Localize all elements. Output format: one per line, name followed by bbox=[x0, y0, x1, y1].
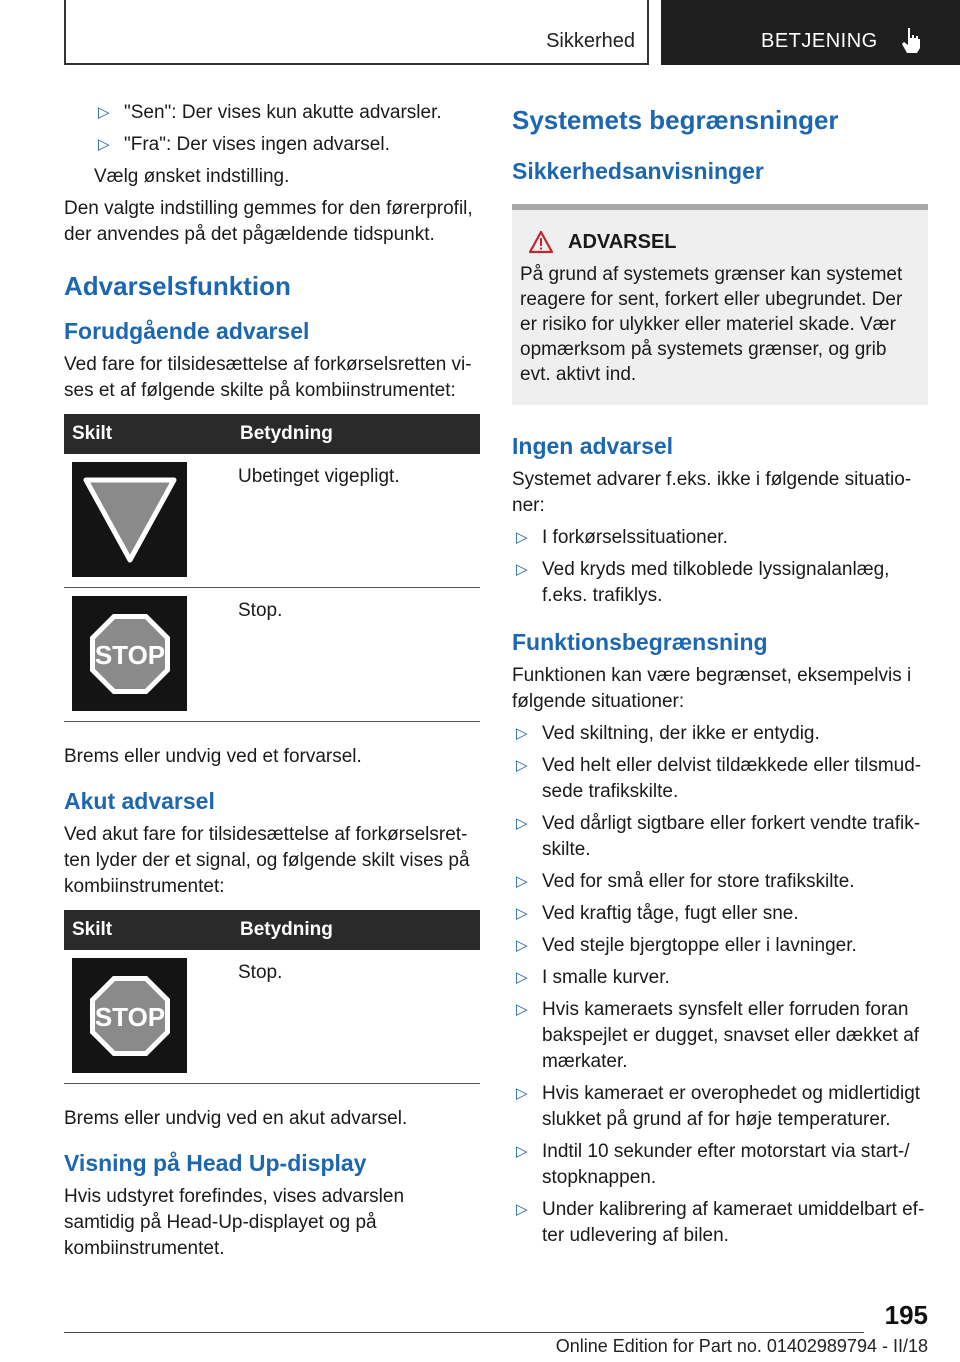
paragraph: Hvis udstyret forefindes, vises advarslen samtidig på Head-Up-displayet og på kombiinstrumentet. bbox=[64, 1186, 405, 1259]
paragraph: Ved fare for tilsidesættelse af forkørselsretten vi- ses et af følgende skilte på kombiinstrumentet: bbox=[64, 354, 472, 401]
list-item: ▷ I forkørselssituationer. bbox=[512, 525, 928, 551]
svg-text:STOP: STOP bbox=[94, 639, 165, 670]
list-item: ▷ Hvis kameraets synsfelt eller forruden foran bakspejlet er dugget, snavset eller dækket af mærkater. bbox=[516, 999, 920, 1072]
bullet-triangle-icon: ▷ bbox=[98, 136, 110, 153]
paragraph: Brems eller undvig ved et forvarsel. bbox=[64, 746, 362, 767]
yield-sign-icon bbox=[72, 462, 187, 577]
list-item: ▷ Ved dårligt sigtbare eller forkert vendte trafik- skilte. bbox=[516, 813, 921, 860]
list-item: ▷ "Sen": Der vises kun akutte advarsler. bbox=[94, 100, 480, 126]
table-row bbox=[64, 588, 480, 722]
warning-title: ADVARSEL bbox=[568, 230, 677, 253]
bullet-triangle-icon: ▷ bbox=[516, 969, 528, 986]
hand-pointer-icon bbox=[899, 26, 923, 54]
column-header: Betydning bbox=[230, 910, 480, 950]
paragraph: Ved akut fare for tilsidesættelse af forkørselsret- ten lyder der et signal, og følgende skilt vises på kombiinstrumentet: bbox=[64, 824, 470, 897]
heading-advarselsfunktion: Advarselsfunktion bbox=[64, 271, 291, 301]
list-item: ▷ I smalle kurver. bbox=[512, 965, 928, 991]
bullet-triangle-icon: ▷ bbox=[98, 104, 110, 121]
bullet-triangle-icon: ▷ bbox=[516, 757, 528, 774]
paragraph: Brems eller undvig ved en akut advarsel. bbox=[64, 1108, 408, 1129]
heading-akut: Akut advarsel bbox=[64, 788, 215, 814]
heading-systemets: Systemets begrænsninger bbox=[512, 105, 839, 135]
list-item: ▷ Under kalibrering af kameraet umiddelbart ef- ter udlevering af bilen. bbox=[516, 1199, 925, 1246]
paragraph: Funktionen kan være begrænset, eksempelvis i følgende situationer: bbox=[512, 665, 912, 712]
list-item: ▷ Ved helt eller delvist tildækkede eller tilsmud- sede trafikskilte. bbox=[516, 755, 922, 802]
column-header: Skilt bbox=[64, 414, 230, 454]
sign-table bbox=[64, 414, 480, 722]
section-tab bbox=[64, 0, 649, 65]
svg-text:STOP: STOP bbox=[94, 1001, 165, 1032]
stop-sign-icon bbox=[72, 596, 187, 711]
list-item: ▷ Ved kryds med tilkoblede lyssignalanlæg, f.eks. trafiklys. bbox=[516, 559, 890, 606]
heading-sikkerhed: Sikkerhedsanvisninger bbox=[512, 158, 764, 184]
left-column bbox=[64, 100, 480, 1268]
paragraph: Systemet advarer f.eks. ikke i følgende situatio- ner: bbox=[512, 469, 912, 516]
meaning-cell: Ubetinget vigepligt. bbox=[230, 454, 480, 588]
heading-visning: Visning på Head Up-display bbox=[64, 1150, 367, 1176]
bullet-triangle-icon: ▷ bbox=[516, 1085, 528, 1102]
bullet-triangle-icon: ▷ bbox=[516, 529, 528, 546]
sign-table bbox=[64, 910, 480, 1084]
list-item: ▷ Ved stejle bjergtoppe eller i lavninger. bbox=[512, 933, 928, 959]
list-item: ▷ "Fra": Der vises ingen advarsel. bbox=[94, 132, 480, 158]
list-item: ▷ Ved for små eller for store trafikskilte. bbox=[512, 869, 928, 895]
paragraph: Den valgte indstilling gemmes for den førerprofil, der anvendes på det pågældende tidspunkt. bbox=[64, 198, 473, 245]
heading-ingen: Ingen advarsel bbox=[512, 433, 674, 459]
list-item: ▷ Ved kraftig tåge, fugt eller sne. bbox=[512, 901, 928, 927]
bullet-triangle-icon: ▷ bbox=[516, 937, 528, 954]
bullet-triangle-icon: ▷ bbox=[516, 725, 528, 742]
chapter-tab bbox=[661, 0, 960, 65]
footer-divider bbox=[64, 1332, 864, 1333]
heading-funktion: Funktionsbegrænsning bbox=[512, 629, 768, 655]
warning-box bbox=[512, 204, 928, 405]
table-row bbox=[64, 454, 480, 588]
right-column bbox=[512, 100, 928, 1255]
bullet-triangle-icon: ▷ bbox=[516, 561, 528, 578]
page-number: 195 bbox=[884, 1300, 928, 1330]
meaning-cell: Stop. bbox=[230, 950, 480, 1084]
warning-text: På grund af systemets grænser kan systemet reagere for sent, forkert eller ubegrundet. Der er risiko for ulykker eller materiel skade. Vær opmærksom på systemets grænser, og grib evt. aktivt ind. bbox=[520, 264, 903, 385]
table-row bbox=[64, 950, 480, 1084]
section-title: Sikkerhed bbox=[546, 30, 635, 52]
heading-forudgaende: Forudgående advarsel bbox=[64, 318, 310, 344]
stop-sign-icon bbox=[72, 958, 187, 1073]
list-item: ▷ Indtil 10 sekunder efter motorstart via start-/ stopknappen. bbox=[516, 1141, 910, 1188]
column-header: Skilt bbox=[64, 910, 230, 950]
edition-text: Online Edition for Part no. 01402989794 - II/18 bbox=[555, 1336, 928, 1356]
list-item: ▷ Hvis kameraet er overophedet og midlertidigt slukket på grund af for høje temperaturer. bbox=[516, 1083, 921, 1130]
bullet-triangle-icon: ▷ bbox=[516, 1001, 528, 1018]
bullet-triangle-icon: ▷ bbox=[516, 1143, 528, 1160]
warning-triangle-icon bbox=[528, 230, 554, 254]
instruction-text: Vælg ønsket indstilling. bbox=[94, 166, 290, 187]
chapter-title: BETJENING bbox=[761, 30, 878, 52]
meaning-cell: Stop. bbox=[230, 588, 480, 722]
bullet-triangle-icon: ▷ bbox=[516, 1201, 528, 1218]
bullet-triangle-icon: ▷ bbox=[516, 815, 528, 832]
list-item: ▷ Ved skiltning, der ikke er entydig. bbox=[512, 721, 928, 747]
bullet-triangle-icon: ▷ bbox=[516, 873, 528, 890]
bullet-triangle-icon: ▷ bbox=[516, 905, 528, 922]
column-header: Betydning bbox=[230, 414, 480, 454]
